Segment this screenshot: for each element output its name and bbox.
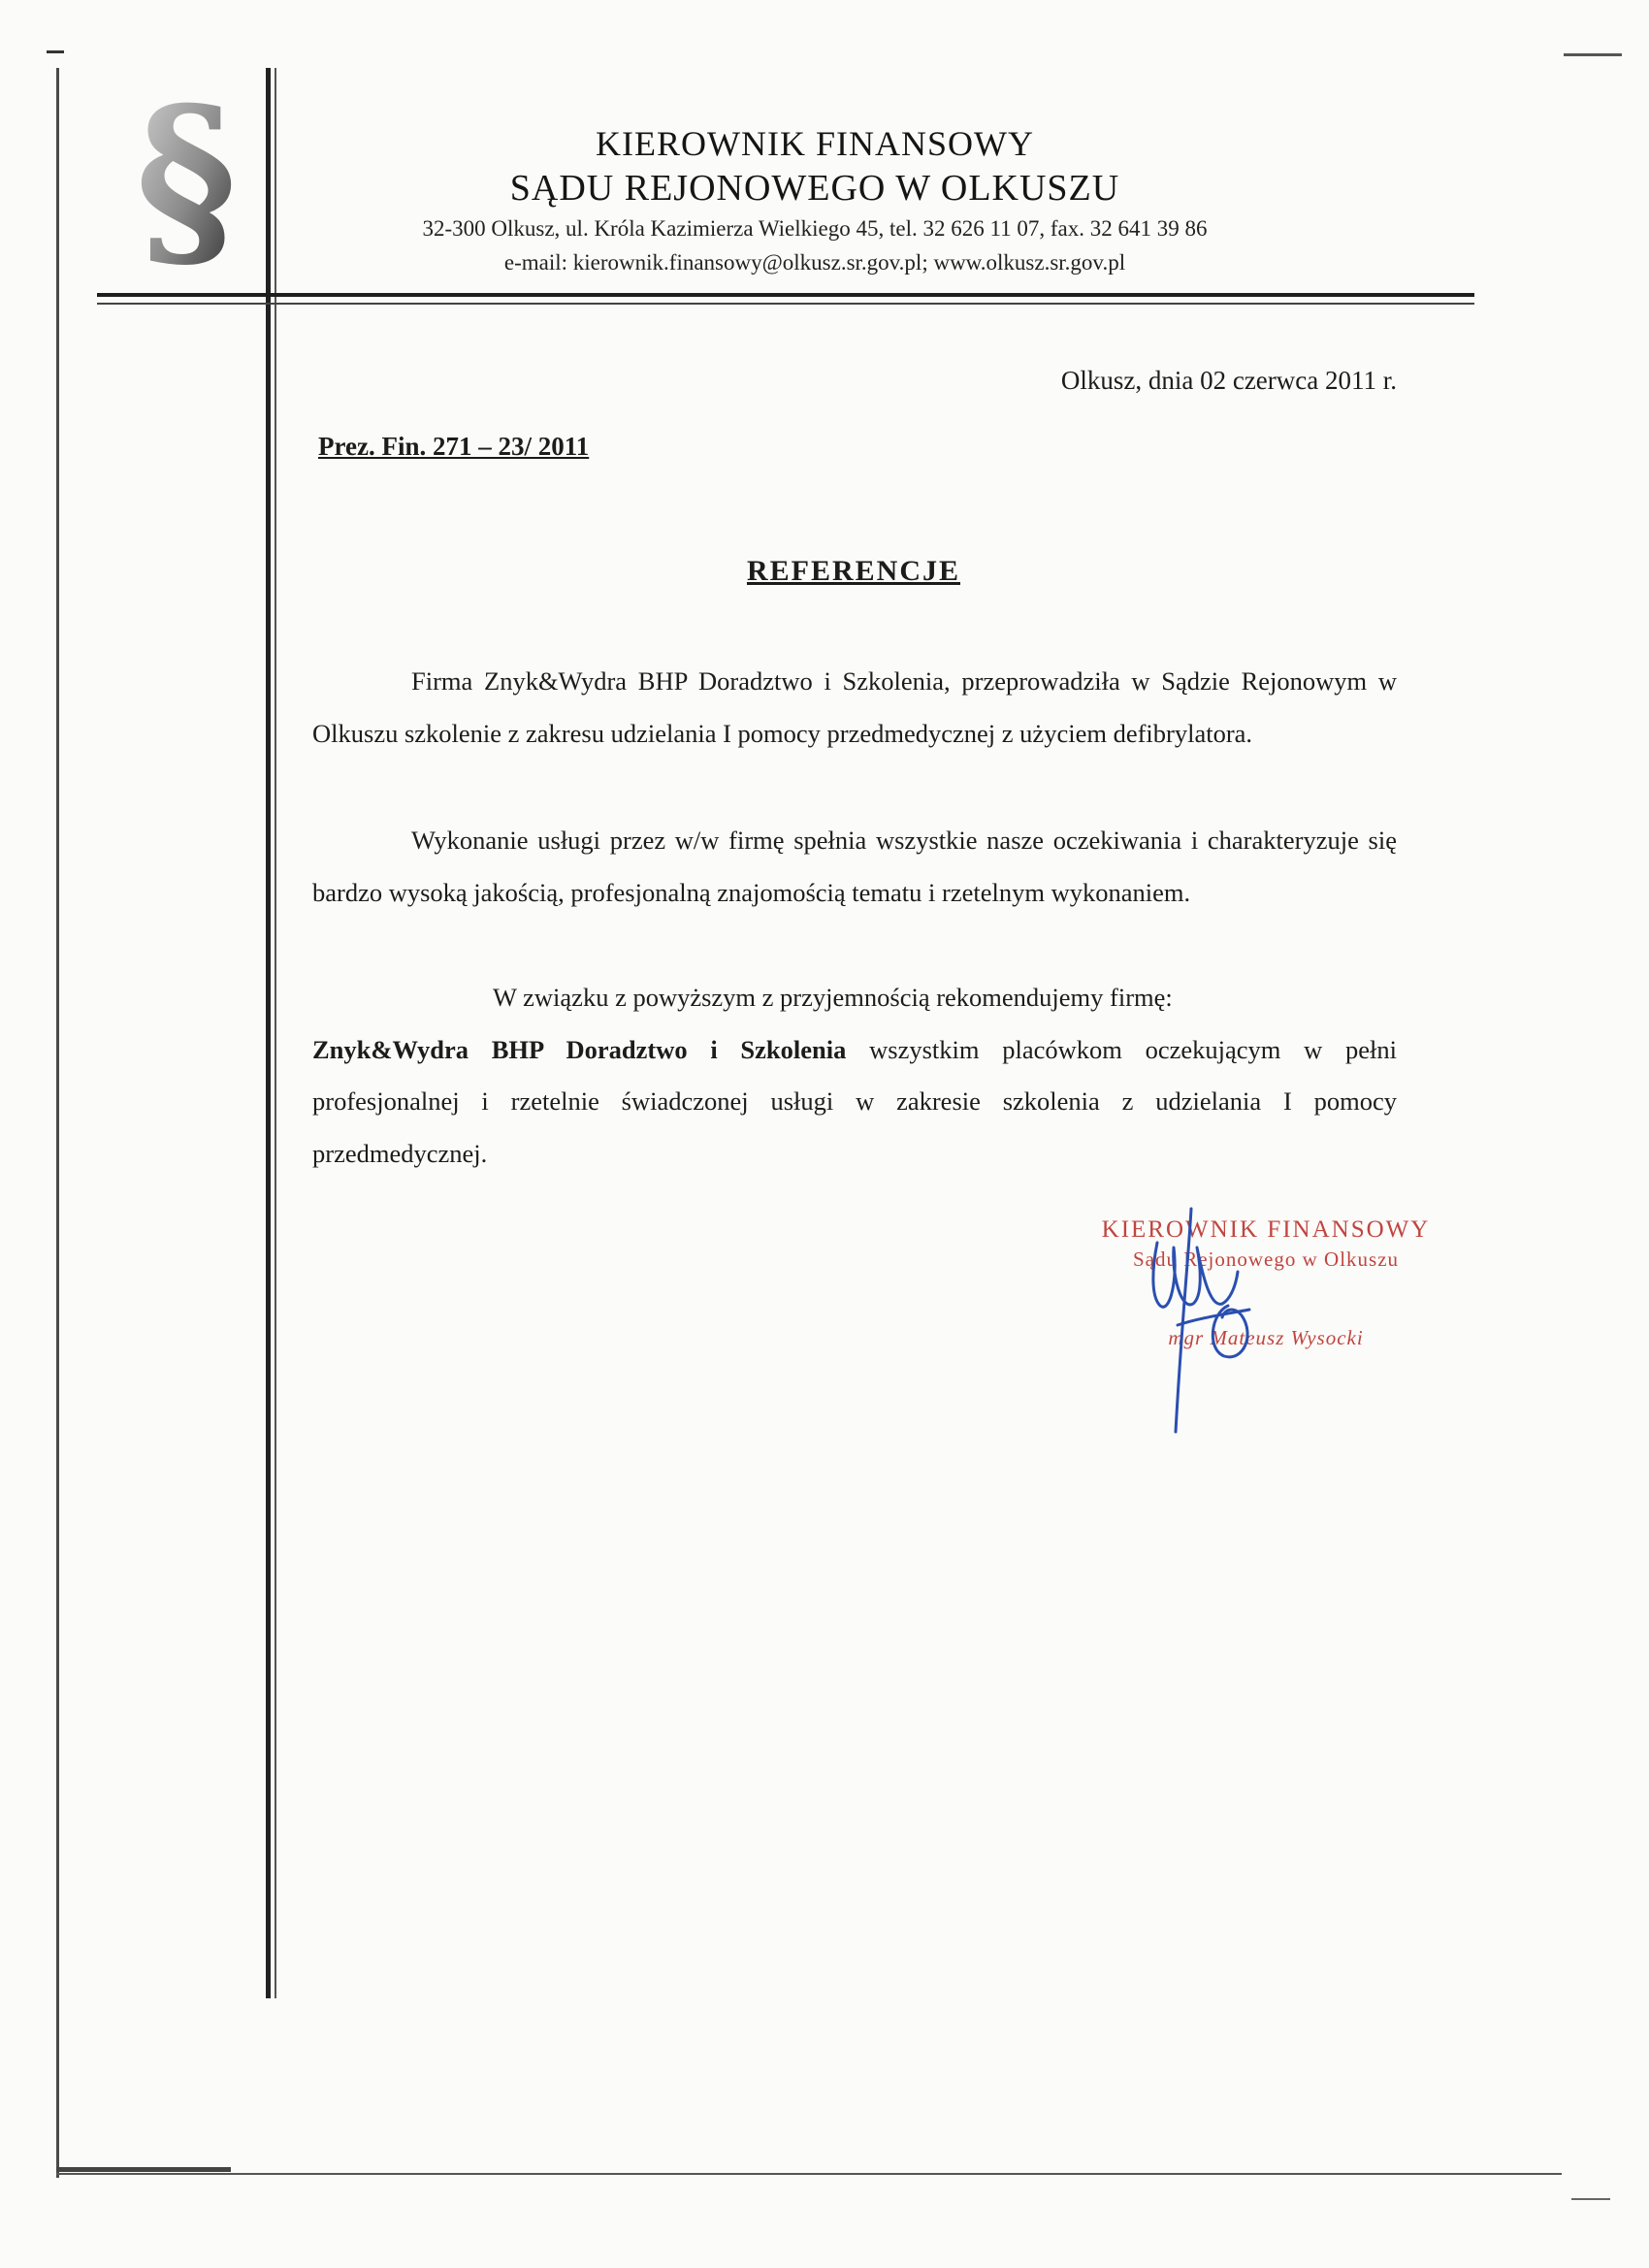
letterhead-title: KIEROWNIK FINANSOWY	[596, 124, 1034, 163]
page-edge-mark	[1571, 2198, 1610, 2200]
section-sign-icon	[109, 81, 264, 266]
letterhead-address: 32-300 Olkusz, ul. Króla Kazimierza Wielkiego 45, tel. 32 626 11 07, fax. 32 641 39 86	[422, 216, 1208, 241]
paragraph-intro: W związku z powyższym z przyjemnością rekomendujemy firmę:	[493, 983, 1173, 1012]
page-edge-left	[56, 68, 59, 2178]
svg-text:§: §	[135, 81, 238, 266]
body-paragraph	[312, 815, 1397, 919]
letterhead-contact: e-mail: kierownik.finansowy@olkusz.sr.gov.pl; www.olkusz.sr.gov.pl	[503, 250, 1126, 275]
document-heading: REFERENCJE	[746, 555, 961, 587]
letterhead-vertical-rule	[275, 68, 276, 1998]
body-paragraph	[312, 972, 1397, 1180]
stamp-signatory: mgr Mateusz Wysocki	[1168, 1326, 1364, 1349]
paragraph-text: Firma Znyk&Wydra BHP Doradztwo i Szkolenia, przeprowadziła w Sądzie Rejonowym w Olkuszu szkolenie z zakresu udzielania I pomocy przedmedycznej z użyciem defibrylatora.	[312, 666, 1397, 748]
page-edge-bottom	[56, 2173, 1562, 2175]
letterhead-vertical-rule	[266, 68, 271, 1998]
letterhead-rule	[97, 303, 1474, 305]
letterhead-subtitle: SĄDU REJONOWEGO W OLKUSZU	[509, 168, 1120, 209]
stamp-title: KIEROWNIK FINANSOWY	[1101, 1216, 1431, 1243]
letterhead-rule	[97, 293, 1474, 297]
paragraph-text: Wykonanie usługi przez w/w firmę spełnia wszystkie nasze oczekiwania i charakteryzuje się bardzo wysoką jakością, profesjonalną znajomością tematu i rzetelnym wykonaniem.	[312, 826, 1397, 907]
page-edge-mark	[1564, 53, 1622, 56]
page-edge-bottom	[56, 2167, 231, 2172]
page-edge-mark	[47, 50, 64, 53]
stamp-institution: Sądu Rejonowego w Olkuszu	[1132, 1247, 1400, 1271]
handwritten-signature	[1114, 1189, 1288, 1451]
letter-date: Olkusz, dnia 02 czerwca 2011 r.	[1060, 366, 1397, 395]
reference-number: Prez. Fin. 271 – 23/ 2011	[318, 432, 590, 461]
body-paragraph	[312, 656, 1397, 760]
paragraph-text: wszystkim placówkom oczekującym w pełni profesjonalnej i rzetelnie świadczonej usługi w zakresie szkolenia z udzielania I pomocy przedmedycznej.	[312, 1034, 1397, 1168]
company-name: Znyk&Wydra BHP Doradztwo i Szkolenia	[312, 1034, 847, 1064]
